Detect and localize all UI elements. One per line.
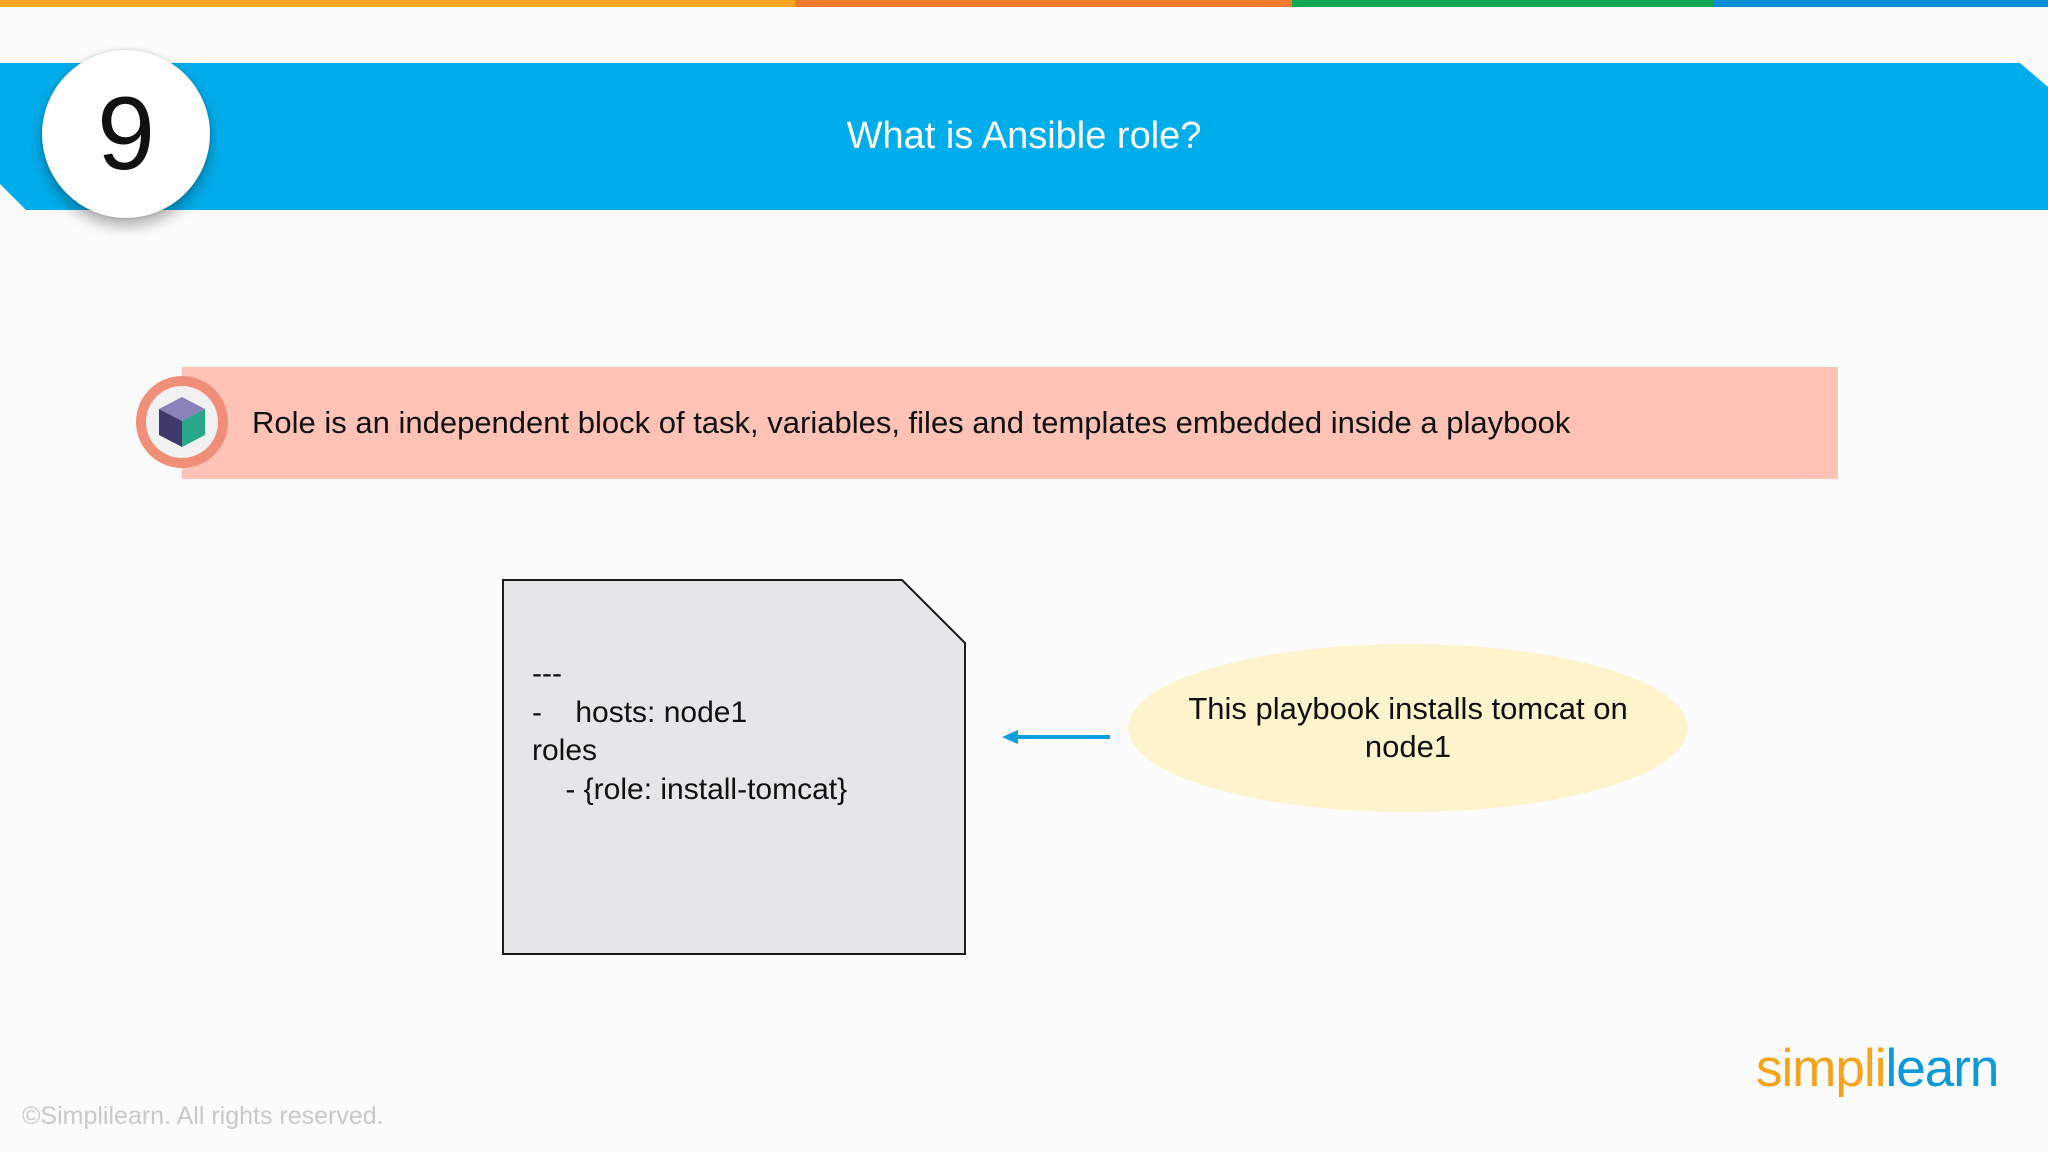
top-bar-segment-orange <box>0 0 795 7</box>
callout-ellipse <box>1128 644 1688 812</box>
top-bar-segment-red <box>795 0 1292 7</box>
playbook-code <box>532 655 847 809</box>
code-line: - hosts: node1 <box>532 695 748 729</box>
simplilearn-logo <box>1756 1038 1998 1099</box>
code-line: roles <box>532 734 598 767</box>
callout-text: This playbook installs tomcat on node1 <box>1188 691 1628 764</box>
code-line: - {role: install-tomcat} <box>532 772 848 806</box>
code-line: --- <box>532 657 562 690</box>
logo-part-simpl: simpl <box>1756 1039 1875 1098</box>
arrow-left-icon <box>1000 722 1112 750</box>
top-bar-segment-blue <box>1713 0 2048 7</box>
top-bar-segment-green <box>1292 0 1713 7</box>
copyright-text: ©Simplilearn. All rights reserved. <box>22 1102 384 1130</box>
definition-icon-badge <box>136 376 228 468</box>
cube-icon <box>156 394 208 450</box>
logo-part-learn: learn <box>1885 1039 1999 1098</box>
logo-part-i: i <box>1874 1039 1886 1098</box>
slide-title: What is Ansible role? <box>846 115 1202 157</box>
slide-number-badge: 9 <box>42 50 210 218</box>
top-color-bar <box>0 0 2048 7</box>
definition-text: Role is an independent block of task, variables, files and templates embedded inside a playbook <box>252 405 1571 440</box>
definition-box <box>182 367 1838 479</box>
